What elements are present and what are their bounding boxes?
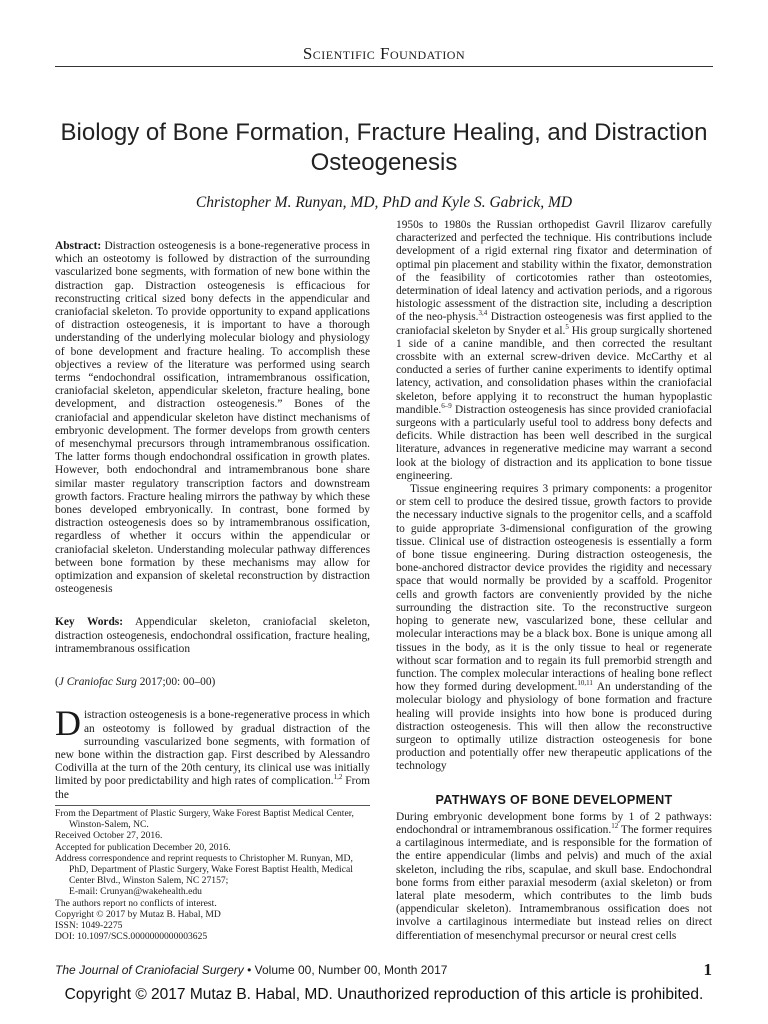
right-p3-text-a: During embryonic development bone forms by 1 of 2 pathways: endochondral or intramembranous ossification. <box>396 810 712 836</box>
intro-tail: From the <box>55 775 370 801</box>
right-p1-text-d: Distraction osteogenesis has since provided craniofacial surgeons with a particularly useful tool to address bony defects and deficits. While distraction has been well described in the surgical literature, advances in regenerative medicine may warrant a second look at the biology of distraction and its application to bone tissue engineering. <box>396 403 712 482</box>
ref-6-9: 6–9 <box>441 402 452 411</box>
footnote-issn: ISSN: 1049-2275 <box>55 920 123 932</box>
section-heading: PATHWAYS OF BONE DEVELOPMENT <box>435 792 673 807</box>
right-p1-text-c: His group surgically shortened 1 side of a canine mandible, and then corrected the resultant crossbite with an external screw-driven device. McCarthy et al conducted a series of further canine experiments to identify optimal latency, activation, and consolidation phases within the craniofacial skeleton, before applying it to reconstruct the human hypoplastic mandible. <box>396 324 712 416</box>
intro-paragraph <box>55 703 370 801</box>
copyright-notice: Copyright © 2017 Mutaz B. Habal, MD. Unauthorized reproduction of this article is prohibited. <box>64 986 704 1003</box>
right-p1-text-b: Distraction osteogenesis was first applied to the craniofacial skeleton by Snyder et al. <box>396 311 712 337</box>
footnote-copyright: Copyright © 2017 by Mutaz B. Habal, MD <box>55 908 221 920</box>
intro-text: istraction osteogenesis is a bone-regenerative process in which an osteotomy is followed by gradual distraction of the surrounding vascularized bone segments, with formation of new bone within the distraction gap. First described by Alessandro Codivilla at the turn of the 20th century, its clinical use was initially limited by poor predictability and high rates of complication. <box>55 709 370 788</box>
right-paragraph-1 <box>396 219 712 483</box>
drop-cap: D <box>55 703 81 744</box>
section-label: Scientific Foundation <box>302 44 466 63</box>
citation-rest: 2017;00: 00–00 <box>139 676 212 689</box>
header-rule <box>55 66 713 67</box>
abstract-paragraph <box>55 240 370 596</box>
right-p2-text-b: An understanding of the molecular biology and physiology of bone formation and fracture healing will provide insights into how bone is produced during distraction osteogenesis. This will then allow the reconstructive surgeon to optimally utilize distraction osteogenesis for bone production and potentially offer new therapeutic applications of the technology <box>396 681 712 773</box>
intro-ref: 1,2 <box>333 773 343 782</box>
abstract-text: Distraction osteogenesis is a bone-regenerative process in which an osteotomy is followed by distraction of the surrounding vascularized bone segments, with formation of new bone within the distraction gap. Distraction osteogenesis is efficacious for reconstructing critical sized bony defects in the appendicular and craniofacial skeleton. To provide opportunity to expand applications of distraction osteogenesis, it is important to have a thorough understanding of the underlying molecular biology and physiology of bone development and fracture healing. To accomplish these objectives a review of the literature was performed using search terms “endochondral ossification, intramembranous ossification, craniofacial skeleton, appendicular skeleton, fracture healing, bone development, and distraction osteogenesis.” Bones of the craniofacial and appendicular skeleton have distinct mechanisms of embryonic development. The former develops from growth centers of mesenchymal precursors through intramembranous ossification. The latter forms though endochondral ossification in growth plates. However, both endochondral and intramembranous bone share similar master regulatory transcription factors and downstream growth factors. Fracture healing mirrors the pathway by which these bones developed embryonically. In contrast, bone formed by distraction osteogenesis does so by intramembranous ossification, regardless of whether it occurs within the appendicular or craniofacial skeleton. Understanding molecular pathway differences between bone formation by these mechanisms may allow for optimization and expansion of skeletal reconstruction by distraction osteogenesis <box>55 240 370 596</box>
keywords-paragraph <box>55 616 370 656</box>
footnote-accepted: Accepted for publication December 20, 2016. <box>55 841 231 853</box>
abstract-label: Abstract: <box>55 240 102 252</box>
article-authors: Christopher M. Runyan, MD, PhD and Kyle S. Gabrick, MD <box>195 194 573 211</box>
right-p1-text-a: 1950s to 1980s the Russian orthopedist Gavril Ilizarov carefully characterized and perfected the technique. His contributions include development of a rigid external ring fixator and determination of optimal pin placement and stability within the fixator, demonstration of the feasibility of corticotomies rather than osteotomies, determination of ideal latency and activation periods, and a rigorous histologic assessment of the distraction site, including a description of the neo-physis. <box>396 219 712 324</box>
footnote-received: Received October 27, 2016. <box>55 830 163 842</box>
footer-journal-line <box>55 963 447 977</box>
page-number: 1 <box>703 960 712 979</box>
keywords-text: Appendicular skeleton, craniofacial skeleton, distraction osteogenesis, endochondral ossification, fracture healing, intramembranous ossification <box>55 616 371 655</box>
ref-12: 12 <box>611 822 619 831</box>
keywords-label: Key Words: <box>55 616 124 629</box>
ref-3-4: 3,4 <box>478 309 488 318</box>
footnote-rule <box>55 805 370 806</box>
right-p3-text-b: The former requires a cartilaginous intermediate, and is responsible for the formation of the entire appendicular (limbs and pelvis) and much of the axial skeleton, including the ribs, scapulae, and skull base. Endochondral bone forms from either paraxial mesoderm (axial skeleton) or from lateral plate mesoderm, which contributes to the limb buds (appendicular skeleton). Intramembranous ossification does not involve a cartilaginous intermediate but instead relies on direct differentiation of mesenchymal precursor or neural crest cells <box>396 823 712 942</box>
footnote-doi: DOI: 10.1097/SCS.0000000000003625 <box>55 931 208 943</box>
right-p2-text-a: Tissue engineering requires 3 primary components: a progenitor or stem cell to produce the desired tissue, growth factors to provide the necessary inductive signals to the progenitor cells, and a scaffold to guide appropriate 3-dimensional configuration of the growing tissue. Clinical use of distraction osteogenesis is essentially a form of bone tissue engineering. During distraction osteogenesis, the bone-anchored distractor device provides the rigidity and necessary space that would normally be provided by a scaffold. Progenitor cells and growth factors are conveniently provided by the niche surrounding the distraction site. To the reconstructive surgeon hoping to generate new, vascularized bone, these cellular and molecular interactions may be a black box. Bone is unique among all tissues in the body, as it is the only tissue to heal or regenerate without scar formation and to regain its full premorbid strength and function. The complex molecular interactions of healing bone reflect how they formed during development. <box>396 483 712 694</box>
footnotes <box>55 808 370 942</box>
footer-issue: • Volume 00, Number 00, Month 2017 <box>243 963 448 977</box>
right-paragraph-2 <box>396 483 712 773</box>
footnote-email: E-mail: Crunyan@wakehealth.edu <box>69 886 202 898</box>
left-column <box>55 240 370 802</box>
footnote-conflicts: The authors report no conflicts of interest. <box>55 897 217 909</box>
footer-journal-name: The Journal of Craniofacial Surgery <box>55 963 244 977</box>
ref-5: 5 <box>565 322 569 331</box>
citation-line: (J Craniofac Surg 2017;00: 00–00) <box>55 676 216 689</box>
footnote-affiliation: From the Department of Plastic Surgery, Wake Forest Baptist Medical Center, Winston-Salem, NC. <box>55 808 354 831</box>
right-paragraph-3 <box>396 811 712 943</box>
article-title: Biology of Bone Formation, Fracture Healing, and Distraction Osteogenesis <box>60 119 708 176</box>
footnote-correspondence: Address correspondence and reprint requests to Christopher M. Runyan, MD, PhD, Department of Plastic Surgery, Wake Forest Baptist Health, Medical Center Blvd., Winston Salem, NC 27157; <box>55 852 353 887</box>
right-column <box>396 219 712 943</box>
citation-journal: J Craniofac Surg <box>58 676 137 689</box>
ref-10-11: 10,11 <box>577 679 593 688</box>
